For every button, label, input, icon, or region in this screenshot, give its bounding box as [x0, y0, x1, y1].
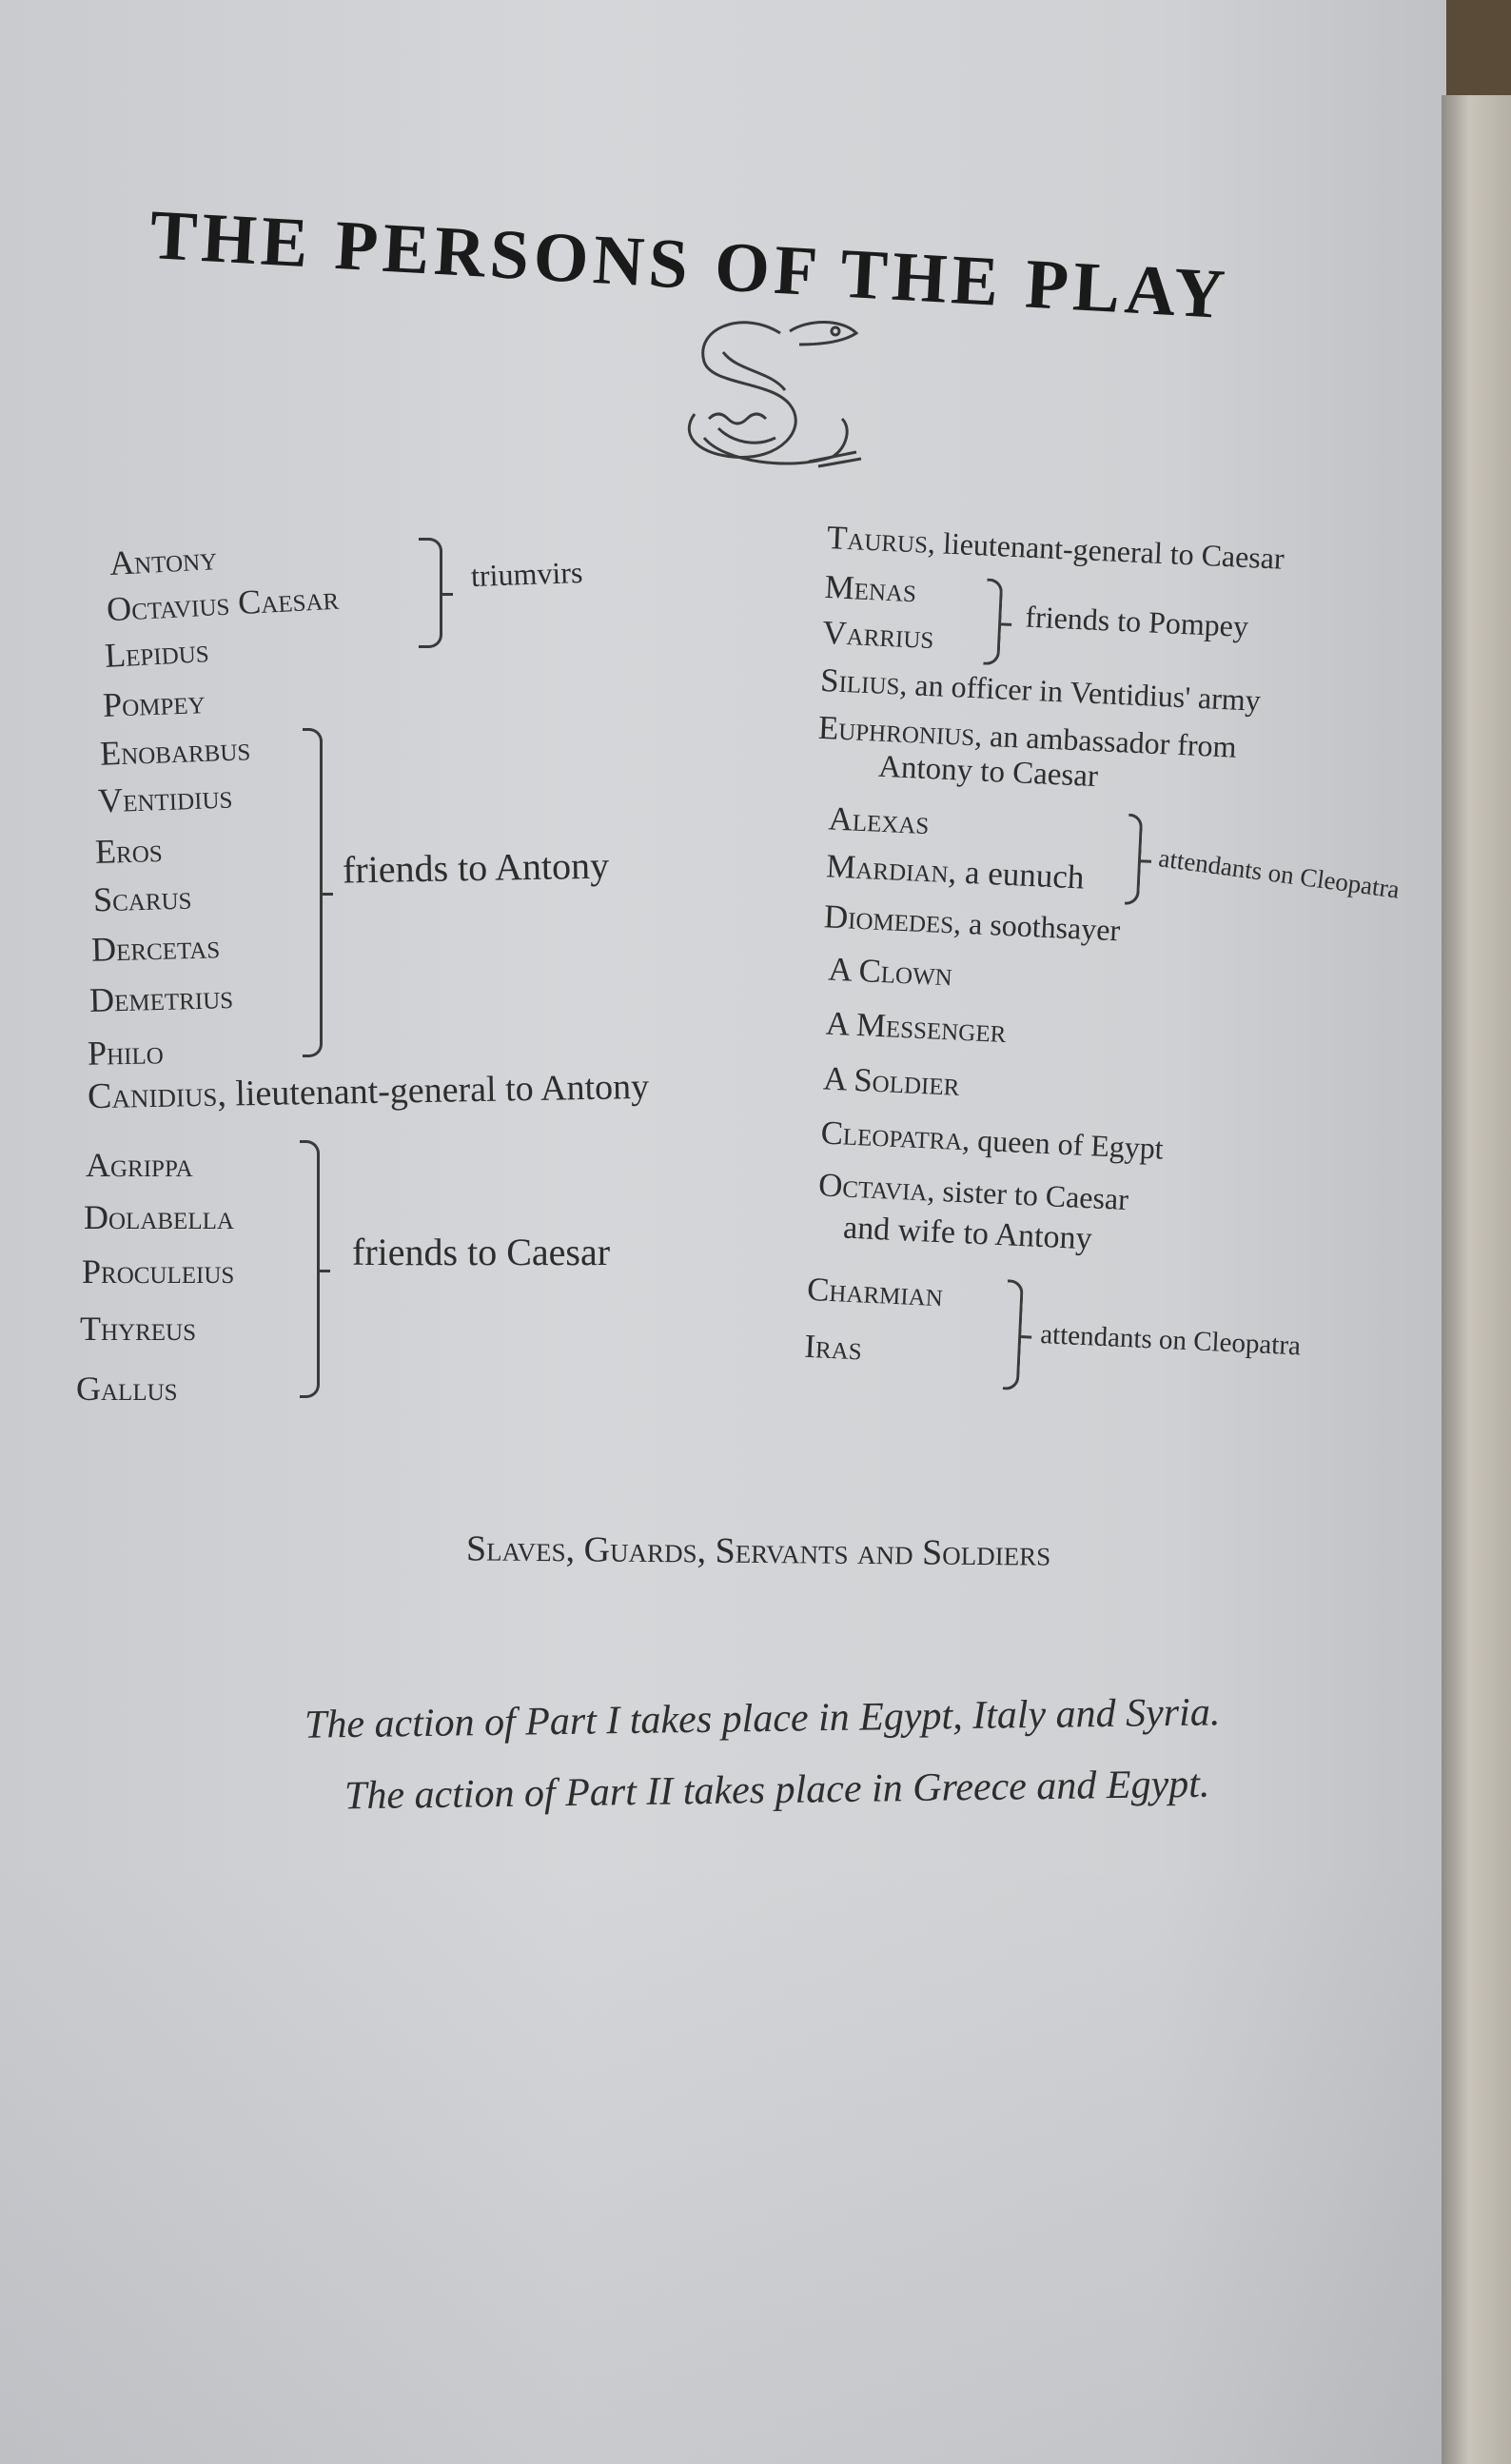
- diomedes-name: Diomedes: [823, 897, 955, 941]
- persona-proculeius: Proculeius: [82, 1252, 235, 1291]
- label-friends-to-caesar: friends to Caesar: [352, 1231, 611, 1273]
- persona-menas: Menas: [823, 567, 917, 610]
- right-column: [785, 519, 1436, 1488]
- silius-name: Silius: [819, 660, 901, 702]
- persona-alexas: Alexas: [827, 799, 931, 842]
- setting-part-2: The action of Part II takes place in Greece and Egypt.: [343, 1762, 1210, 1819]
- brace-triumvirs: [419, 538, 442, 648]
- cleopatra-desc: , queen of Egypt: [961, 1122, 1165, 1166]
- octavia-name: Octavia: [817, 1166, 929, 1209]
- label-friends-to-antony: friends to Antony: [342, 843, 610, 892]
- taurus-name: Taurus: [826, 519, 930, 561]
- mardian-name: Mardian: [825, 847, 950, 891]
- canidius-name: Canidius: [87, 1074, 218, 1117]
- euphronius-desc-2: Antony to Caesar: [877, 749, 1099, 795]
- persona-philo: Philo: [87, 1033, 165, 1073]
- persona-octavius-caesar: Octavius Caesar: [106, 578, 340, 629]
- persona-messenger: A Messenger: [825, 1004, 1008, 1051]
- persona-iras: Iras: [803, 1327, 863, 1368]
- brace-friends-to-caesar: [300, 1140, 320, 1398]
- persona-diomedes: [823, 897, 1121, 949]
- persona-clown: A Clown: [827, 950, 953, 994]
- brace-friends-to-pompey: [983, 579, 1003, 666]
- persona-canidius: [88, 1066, 650, 1117]
- extras-line: Slaves, Guards, Servants and Soldiers: [465, 1528, 1051, 1574]
- diomedes-desc: , a soothsayer: [952, 905, 1121, 948]
- persona-charmian: Charmian: [806, 1270, 944, 1314]
- persona-varrius: Varrius: [821, 613, 935, 657]
- persona-enobarbus: Enobarbus: [99, 729, 251, 773]
- persona-pompey: Pompey: [102, 682, 206, 724]
- label-attendants-2: attendants on Cleopatra: [1039, 1319, 1302, 1362]
- serpent-emblem-icon: [666, 305, 885, 485]
- persona-gallus: Gallus: [76, 1370, 178, 1408]
- persona-silius: [819, 661, 1261, 719]
- taurus-desc: , lieutenant-general to Caesar: [927, 524, 1285, 576]
- euphronius-name: Euphronius: [817, 708, 976, 754]
- persona-dolabella: Dolabella: [84, 1198, 234, 1236]
- brace-friends-to-antony: [303, 728, 323, 1057]
- mardian-desc: , a eunuch: [947, 853, 1086, 897]
- persona-eros: Eros: [94, 831, 164, 871]
- persona-soldier: A Soldier: [822, 1059, 961, 1103]
- label-triumvirs: triumvirs: [470, 554, 583, 594]
- euphronius-desc: , an ambassador from: [973, 718, 1238, 764]
- canidius-desc: , lieutenant-general to Antony: [217, 1066, 650, 1114]
- persona-agrippa: Agrippa: [86, 1146, 193, 1184]
- persona-ventidius: Ventidius: [97, 777, 233, 820]
- persona-mardian: [826, 847, 1086, 897]
- persona-thyreus: Thyreus: [80, 1310, 197, 1348]
- cleopatra-name: Cleopatra: [819, 1114, 964, 1158]
- brace-attendants-1: [1125, 814, 1143, 906]
- page-edge: [1442, 95, 1511, 2464]
- persona-demetrius: Demetrius: [88, 977, 234, 1019]
- persona-cleopatra: [820, 1114, 1165, 1167]
- setting-part-1: The action of Part I takes place in Egypt, Italy and Syria.: [304, 1690, 1221, 1747]
- page-shade: [0, 1856, 1446, 2464]
- persona-dercetas: Dercetas: [90, 927, 221, 969]
- persona-antony: Antony: [108, 539, 219, 582]
- silius-desc: , an officer in Ventidius' army: [898, 666, 1262, 718]
- persona-taurus: [826, 519, 1285, 578]
- page-title: THE PERSONS OF THE PLAY: [147, 195, 1232, 335]
- persona-scarus: Scarus: [92, 877, 192, 919]
- octavia-desc: , sister to Caesar: [926, 1173, 1129, 1217]
- brace-attendants-2: [1003, 1279, 1024, 1390]
- label-attendants-1: attendants on Cleopatra: [1156, 843, 1402, 904]
- persona-lepidus: Lepidus: [104, 631, 210, 675]
- label-friends-to-pompey: friends to Pompey: [1024, 599, 1249, 644]
- octavia-desc-2: and wife to Antony: [842, 1210, 1093, 1257]
